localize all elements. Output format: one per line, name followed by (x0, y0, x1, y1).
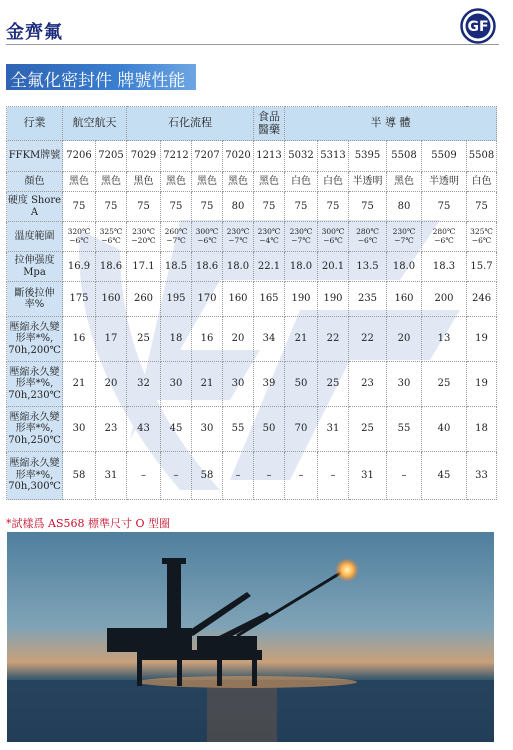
table-cell: 21 (192, 362, 223, 407)
table-cell: 75 (96, 192, 127, 222)
row-label: 顏色 (7, 172, 63, 192)
header-industry: 行業 (7, 107, 63, 141)
table-row (7, 452, 497, 500)
table-cell: – (318, 452, 349, 500)
row-label: 拉伸强度 Mpa (7, 252, 63, 282)
table-cell: 260 (127, 282, 161, 317)
company-logo (460, 8, 496, 44)
table-cell: 34 (254, 317, 285, 362)
table-cell: 16 (192, 317, 223, 362)
table-cell: 白色 (467, 172, 497, 192)
offshore-platform-photo (7, 532, 494, 742)
table-cell: 75 (349, 192, 387, 222)
table-cell: 190 (318, 282, 349, 317)
table-cell: 18.6 (192, 252, 223, 282)
table-cell: – (223, 452, 254, 500)
table-cell: 黑色 (254, 172, 285, 192)
table-cell: 17.1 (127, 252, 161, 282)
table-cell: 18.0 (387, 252, 422, 282)
table-cell: 70 (285, 407, 318, 452)
table-cell: 22 (318, 317, 349, 362)
table-cell: 半透明 (349, 172, 387, 192)
grade-cell: 7206 (63, 141, 96, 172)
table-cell: 320℃ −6℃ (63, 222, 96, 252)
table-cell: 25 (349, 407, 387, 452)
table-cell: 20 (96, 362, 127, 407)
row-label: 斷後拉伸 率% (7, 282, 63, 317)
table-cell: 230℃ −4℃ (254, 222, 285, 252)
table-row (7, 407, 497, 452)
table-cell: 75 (254, 192, 285, 222)
table-cell: 230℃ −7℃ (387, 222, 422, 252)
grade-cell: 7029 (127, 141, 161, 172)
table-cell: 200 (422, 282, 467, 317)
table-cell: 190 (285, 282, 318, 317)
table-cell: 300℃ −6℃ (318, 222, 349, 252)
table-cell: 25 (127, 317, 161, 362)
table-cell: 黑色 (161, 172, 192, 192)
grade-cell: 1213 (254, 141, 285, 172)
table-cell: 325℃ −6℃ (467, 222, 497, 252)
table-row (7, 317, 497, 362)
grade-cell: 7205 (96, 141, 127, 172)
table-cell: 230℃ −7℃ (223, 222, 254, 252)
table-cell: – (387, 452, 422, 500)
table-cell: 230℃ −7℃ (285, 222, 318, 252)
table-cell: – (127, 452, 161, 500)
header-food-pharma: 食品醫藥 (254, 107, 285, 141)
table-cell: 50 (254, 407, 285, 452)
table-cell: 半透明 (422, 172, 467, 192)
table-cell: 20 (387, 317, 422, 362)
table-cell: 39 (254, 362, 285, 407)
table-cell: 30 (161, 362, 192, 407)
row-label: 硬度 Shore A (7, 192, 63, 222)
table-cell: 325℃ −6℃ (96, 222, 127, 252)
table-cell: 75 (63, 192, 96, 222)
table-cell: 75 (161, 192, 192, 222)
table-cell: 15.7 (467, 252, 497, 282)
table-cell: 22.1 (254, 252, 285, 282)
table-cell: 19 (467, 317, 497, 362)
table-cell: 19 (467, 362, 497, 407)
table-cell: 55 (223, 407, 254, 452)
table-cell: 18 (161, 317, 192, 362)
grade-cell: 5395 (349, 141, 387, 172)
table-cell: 45 (422, 452, 467, 500)
table-cell: 45 (161, 407, 192, 452)
table-cell: 30 (387, 362, 422, 407)
header-petrochemical: 石化流程 (127, 107, 254, 141)
table-cell: 18.3 (422, 252, 467, 282)
table-cell: 260℃ −7℃ (161, 222, 192, 252)
table-cell: 白色 (318, 172, 349, 192)
table-cell: 30 (192, 407, 223, 452)
table-cell: 170 (192, 282, 223, 317)
table-cell: 230℃ −20℃ (127, 222, 161, 252)
table-cell: 18 (467, 407, 497, 452)
table-cell: 33 (467, 452, 497, 500)
table-cell: 58 (63, 452, 96, 500)
table-cell: 75 (192, 192, 223, 222)
table-cell: 21 (63, 362, 96, 407)
table-cell: 30 (223, 362, 254, 407)
svg-text:GF: GF (467, 19, 489, 35)
row-label: 壓縮永久變 形率*%, 70h,230℃ (7, 362, 63, 407)
footnote: *試樣爲 AS568 標準尺寸 O 型圈 (6, 517, 170, 530)
section-title: 全氟化密封件 牌號性能 (10, 71, 186, 91)
table-cell: 23 (96, 407, 127, 452)
table-cell: 165 (254, 282, 285, 317)
grade-cell: 7020 (223, 141, 254, 172)
spec-table (6, 106, 497, 500)
table-cell: 175 (63, 282, 96, 317)
table-cell: 22 (349, 317, 387, 362)
table-cell: 80 (387, 192, 422, 222)
table-cell: 17 (96, 317, 127, 362)
table-cell: – (285, 452, 318, 500)
table-cell: 75 (318, 192, 349, 222)
grade-cell: 7207 (192, 141, 223, 172)
table-cell: 13 (422, 317, 467, 362)
brand-title: 金齊氟 (6, 22, 63, 43)
table-cell: 280℃ −6℃ (349, 222, 387, 252)
table-cell: 55 (387, 407, 422, 452)
table-cell: 160 (96, 282, 127, 317)
table-cell: 75 (422, 192, 467, 222)
table-cell: 21 (285, 317, 318, 362)
grade-cell: 5509 (422, 141, 467, 172)
table-cell: 黑色 (192, 172, 223, 192)
table-cell: 25 (318, 362, 349, 407)
table-cell: 75 (127, 192, 161, 222)
grade-cell: 7212 (161, 141, 192, 172)
table-cell: 195 (161, 282, 192, 317)
table-row (7, 222, 497, 252)
table-cell: 30 (63, 407, 96, 452)
table-cell: 18.0 (223, 252, 254, 282)
table-cell: 58 (192, 452, 223, 500)
table-cell: 黑色 (223, 172, 254, 192)
table-cell: 246 (467, 282, 497, 317)
table-cell: 18.6 (96, 252, 127, 282)
row-label: FFKM牌號 (7, 141, 63, 172)
table-row (7, 192, 497, 222)
table-cell: 16 (63, 317, 96, 362)
table-header-row (7, 107, 497, 141)
table-cell: 40 (422, 407, 467, 452)
table-cell: 75 (285, 192, 318, 222)
table-cell: 160 (223, 282, 254, 317)
table-cell: – (161, 452, 192, 500)
table-cell: 16.9 (63, 252, 96, 282)
table-cell: – (254, 452, 285, 500)
header-aerospace: 航空航天 (63, 107, 127, 141)
row-label: 溫度範圍 (7, 222, 63, 252)
table-row (7, 362, 497, 407)
table-cell: 黑色 (96, 172, 127, 192)
header-divider (6, 44, 499, 45)
table-cell: 18.5 (161, 252, 192, 282)
table-cell: 31 (96, 452, 127, 500)
table-row (7, 252, 497, 282)
table-cell: 50 (285, 362, 318, 407)
table-row (7, 282, 497, 317)
table-cell: 80 (223, 192, 254, 222)
table-cell: 300℃ −6℃ (192, 222, 223, 252)
row-label: 壓縮永久變 形率*%, 70h,300℃ (7, 452, 63, 500)
grade-row (7, 141, 497, 172)
table-cell: 23 (349, 362, 387, 407)
table-cell: 黑色 (63, 172, 96, 192)
row-label: 壓縮永久變 形率*%, 70h,250℃ (7, 407, 63, 452)
table-cell: 20.1 (318, 252, 349, 282)
table-cell: 18.0 (285, 252, 318, 282)
table-row (7, 172, 497, 192)
section-banner (6, 64, 196, 90)
table-cell: 31 (349, 452, 387, 500)
grade-cell: 5508 (387, 141, 422, 172)
table-cell: 25 (422, 362, 467, 407)
table-cell: 31 (318, 407, 349, 452)
header-semiconductor: 半 導 體 (285, 107, 497, 141)
table-cell: 75 (467, 192, 497, 222)
table-cell: 白色 (285, 172, 318, 192)
grade-cell: 5032 (285, 141, 318, 172)
table-cell: 黑色 (127, 172, 161, 192)
table-cell: 32 (127, 362, 161, 407)
table-cell: 黑色 (387, 172, 422, 192)
grade-cell: 5313 (318, 141, 349, 172)
table-cell: 20 (223, 317, 254, 362)
grade-cell: 5508 (467, 141, 497, 172)
table-cell: 280℃ −6℃ (422, 222, 467, 252)
table-cell: 43 (127, 407, 161, 452)
row-label: 壓縮永久變 形率*%, 70h,200℃ (7, 317, 63, 362)
table-cell: 235 (349, 282, 387, 317)
table-cell: 160 (387, 282, 422, 317)
table-cell: 13.5 (349, 252, 387, 282)
